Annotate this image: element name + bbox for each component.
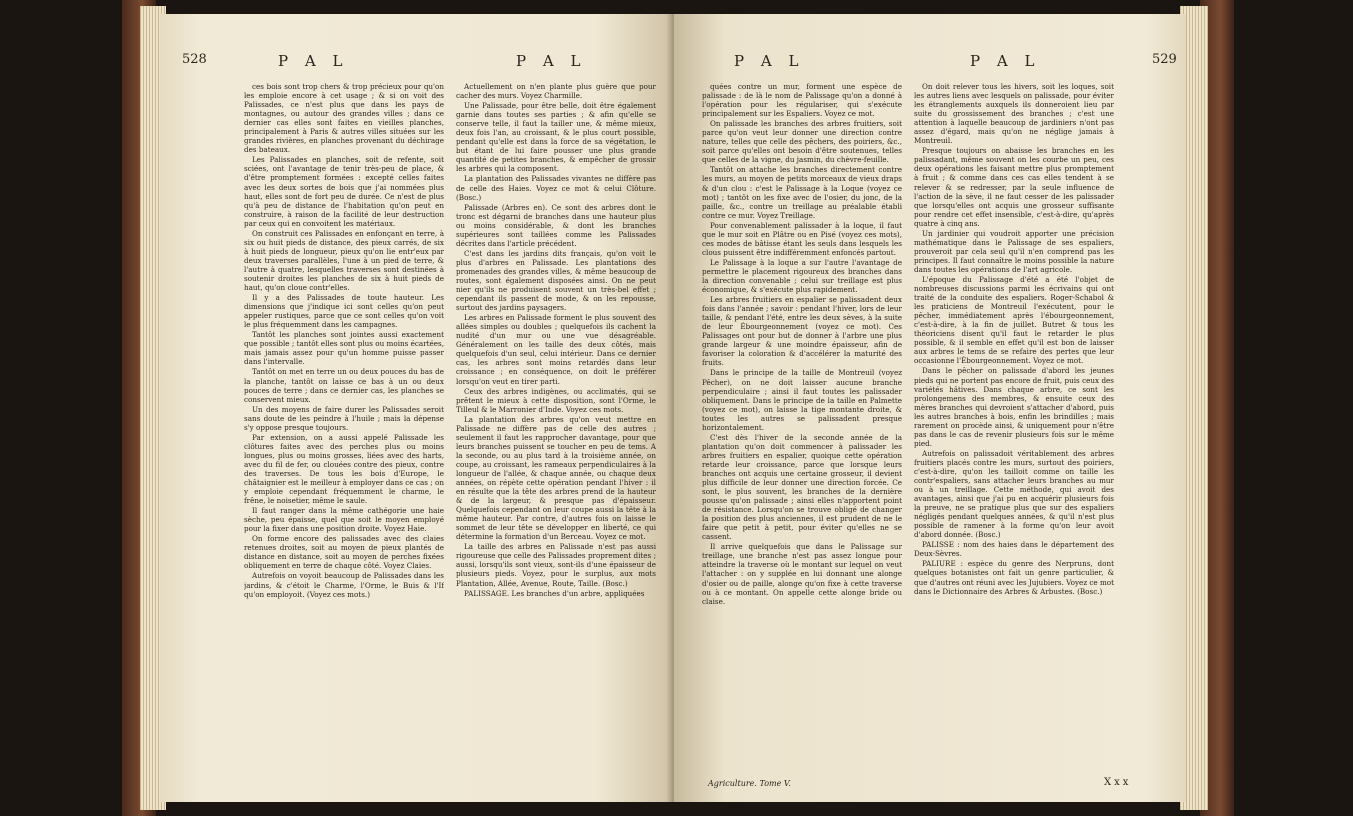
right-page [674, 14, 1186, 802]
paragraph: Dans le principe de la taille de Montreuil (voyez Pêcher), on ne doit laisser aucune branche perpendiculaire ; ainsi il faut toutes les palissader obliquement. Dans le principe de la taille en Palmette (voyez ce mot), on laisse la tige montante droite, & toutes les autres se palissadent presque horizontalement. [702, 368, 902, 432]
paragraph: Tantôt on attache les branches directement contre les murs, au moyen de petits morceaux de vieux draps & d'un clou : c'est le Palissage à la Loque (voyez ce mot) ; tantôt on les fixe avec de l'osier, du jonc, de la paille, &c., contre un treillage au préalable établi contre ce mur. Voyez Treillage. [702, 165, 902, 220]
paragraph: PALIURE : espèce du genre des Nerpruns, dont quelques botanistes ont fait un genre particulier, & que d'autres ont réuni avec les Jujubiers. Voyez ce mot dans le Dictionnaire des Arbres & Arbustes. (Bosc.) [914, 559, 1114, 596]
paragraph: Un jardinier qui voudroit apporter une précision mathématique dans le Palissage de ses espaliers, prouveroit par cela seul qu'il n'en comprend pas les principes. Il faut connaître le moins possible la nature dans toutes les opérations de l'art agricole. [914, 228, 1114, 274]
paragraph: Par extension, on a aussi appelé Palissade les clôtures faites avec des perches plus ou moins longues, plus ou moins grosses, liées avec des harts, avec du fil de fer, ou clouées contre des pieux, contre des traverses. De tous les bois d'Europe, le châtaignier est le meilleur à employer dans ce cas ; on y emploie cependant fréquemment le charme, le frêne, le noisetier, même le saule. [244, 432, 444, 506]
paragraph: On doit relever tous les hivers, soit les loques, soit les autres liens avec lesquels on palissade, pour éviter les étranglements auxquels ils donneroient lieu par suite du grossissement des branches ; c'est une attention à laquelle beaucoup de jardiniers n'ont pas assez d'égard, mais qu'on ne néglige jamais à Montreuil. [914, 82, 1114, 146]
paragraph: Un des moyens de faire durer les Palissades seroit sans doute de les peindre à l'huile ; mais la dépense s'y oppose presque toujours. [244, 404, 444, 432]
paragraph: Pour convenablement palissader à la loque, il faut que le mur soit en Plâtre ou en Pisé (voyez ces mots), ces modes de bâtisse étant les seuls dans lesquels les clous puissent être indifféremment enfoncés partout. [702, 220, 902, 257]
paragraph: ces bois sont trop chers & trop précieux pour qu'on les emploie encore à cet usage ; & si on voit des Palissades, ce n'est plus que dans les pays de montagnes, ou autour des grandes villes ; dans ce dernier cas elles sont faites en vieilles planches, principalement à Paris & autres villes situées sur les grandes rivières, en planches provenant du déchirage des bateaux. [244, 82, 444, 155]
paragraph: Il arrive quelquefois que dans le Palissage sur treillage, une branche n'est pas assez longue pour atteindre la traverse où le montant sur lequel on veut l'attacher : on y supplée en lui donnant une alonge d'osier ou de paille, alonge qu'on fixe à cette traverse ou à ce montant. On appelle cette alonge bride ou claise. [702, 542, 902, 606]
running-head: P A L [970, 52, 1041, 70]
text-column [914, 82, 1114, 597]
paragraph: Les arbres en Palissade forment le plus souvent des allées simples ou doubles ; quelquefois ils cachent la nudité d'un mur ou une vue désagréable. Généralement on les taille des deux côtés, mais quelquefois d'un seul, celui intérieur. Dans ce dernier cas, les arbres sont moins retardés dans leur croissance ; en conséquence, on doit le préférer lorsqu'on veut en tirer parti. [456, 313, 656, 386]
paragraph: Actuellement on n'en plante plus guère que pour cacher des murs. Voyez Charmille. [456, 82, 656, 101]
left-page-header [160, 52, 674, 74]
paragraph: Les arbres fruitiers en espalier se palissadent deux fois dans l'année ; savoir : pendant l'hiver, lors de leur taille, & pendant l'été, entre les deux sèves, à la suite de leur Ébourgeonnement (voyez ce mot). Ces Palissages ont pour but de donner à l'arbre une plus grande largeur & une moindre épaisseur, afin de favoriser la coloration & d'accélérer la maturité des fruits. [702, 295, 902, 368]
paragraph: Ceux des arbres indigènes, ou acclimatés, qui se prêtent le mieux à cette disposition, sont l'Orme, le Tilleul & le Marronier d'Inde. Voyez ces mots. [456, 386, 656, 414]
paragraph: Il faut ranger dans la même cathégorie une haie sèche, peu épaisse, quel que soit le moyen employé pour la fixer dans une position droite. Voyez Haie. [244, 506, 444, 534]
page-number: 528 [182, 52, 207, 67]
paragraph: On palissade les branches des arbres fruitiers, soit parce qu'on veut leur donner une direction contre nature, telles que celle des pêchers, des poiriers, &c., soit parce qu'elles ont besoin d'être soutenues, telles que celles de la vigne, du jasmin, du chèvre-feuille. [702, 119, 902, 165]
paragraph: Dans le pêcher on palissade d'abord les jeunes pieds qui ne portent pas encore de fruit, puis ceux des variétés hâtives. Dans chaque arbre, ce sont les prolongemens des membres, & ensuite ceux des mères branches qui devroient s'attacher d'abord, puis les autres branches à bois, enfin les brindilles ; mais rarement on procède ainsi, & uniquement pour n'être pas dans le cas de revenir plusieurs fois sur le même pied. [914, 366, 1114, 448]
right-page-header [674, 52, 1186, 74]
paragraph: L'époque du Palissage d'été a été l'objet de nombreuses discussions parmi les écrivains qui ont traité de la conduite des espaliers. Roger-Schabol & les praticiens de Montreuil l'exécutent, pour le pêcher, immédiatement après l'ébourgeonnement, c'est-à-dire, à la fin de juillet. Butret & tous les théoriciens disent qu'il faut le retarder le plus possible, & il semble en effet qu'il est bon de laisser aux arbres le tems de se refaire des pertes que leur occasionne l'Ébourgeonnement. Voyez ce mot. [914, 274, 1114, 366]
paragraph: quées contre un mur, forment une espèce de palissade : de là le nom de Palissage qu'on a donné à l'opération pour les régulariser, qui s'exécute principalement sur les Espaliers. Voyez ce mot. [702, 82, 902, 119]
paragraph: On forme encore des palissades avec des claies retenues droites, soit au moyen de pieux plantés de distance en distance, soit au moyen de perches fixées obliquement en terre de chaque côté. Voyez Claies. [244, 534, 444, 571]
paragraph: La plantation des arbres qu'on veut mettre en Palissade ne diffère pas de celle des autres ; seulement il faut les rapprocher davantage, pour que leurs branches puissent se toucher en peu de tems. A la seconde, ou au plus tard à la troisième année, on coupe, au croissant, les rameaux perpendiculaires à la longueur de l'allée, & chaque année, ou chaque deux années, on répète cette opération pendant l'hiver : il en résulte que la tête des arbres prend de la hauteur & de la largeur, & presque pas d'épaisseur. Quelquefois cependant on leur coupe aussi la tête à la même hauteur. Par contre, d'autres fois on laisse le sommet de leur tête se développer en liberté, ce qui détermine la formation d'un Berceau. Voyez ce mot. [456, 414, 656, 542]
page-footer: Agriculture. Tome V. [708, 779, 791, 788]
paragraph: Autrefois on palissadoit véritablement des arbres fruitiers placés contre les murs, surtout des poiriers, c'est-à-dire, qu'on les tailloit comme on taille les contr'espaliers, sans attacher leurs branches au mur ou à un treillage. Cette méthode, qui avoit des avantages, ainsi que j'ai pu en acquérir plusieurs fois la preuve, ne se pratique plus que sur des espaliers négligés pendant quelques années, & qu'il n'est plus possible de ramener à la forme qu'on leur avoit d'abord donnée. (Bosc.) [914, 448, 1114, 540]
text-column [456, 82, 656, 599]
paragraph: PALISSE : nom des haies dans le département des Deux-Sèvres. [914, 540, 1114, 559]
text-column [702, 82, 902, 607]
paragraph: Tantôt on met en terre un ou deux pouces du bas de la planche, tantôt on laisse ce bas à un ou deux pouces de terre ; dans ce dernier cas, les planches se conservent mieux. [244, 367, 444, 404]
paragraph: On construit ces Palissades en enfonçant en terre, à six ou huit pieds de distance, des pieux carrés, de six à huit pieds de longueur, pieux qu'on lie entr'eux par deux traverses parallèles, l'une à un pied de terre, & l'autre à quatre, lesquelles traverses sont destinées à soutenir droites les planches de six à huit pieds de haut, qu'on cloue contr'elles. [244, 228, 444, 293]
paragraph: Autrefois on voyoit beaucoup de Palissades dans les jardins, & c'étoit le Charme, l'Orme, le Buis & l'If qu'on employoit. (Voyez ces mots.) [244, 571, 444, 599]
paragraph: La plantation des Palissades vivantes ne diffère pas de celle des Haies. Voyez ce mot & celui Clôture. (Bosc.) [456, 174, 656, 202]
text-column [244, 82, 444, 600]
running-head: P A L [278, 52, 349, 70]
paragraph: Il y a des Palissades de toute hauteur. Les dimensions que j'indique ici sont celles qu'on peut appeler rustiques, parce que ce sont celles qu'on voit le plus fréquemment dans les campagnes. [244, 293, 444, 330]
signature-mark: Xxx [1104, 777, 1132, 788]
running-head: P A L [516, 52, 587, 70]
paragraph: La taille des arbres en Palissade n'est pas aussi rigoureuse que celle des Palissades proprement dites ; aussi, lorsqu'ils sont vieux, sont-ils d'une épaisseur de plusieurs pieds. Voyez, pour le surplus, aux mots Plantation, Allée, Avenue, Route, Taille. (Bosc.) [456, 542, 656, 588]
paragraph: Tantôt les planches sont jointes aussi exactement que possible ; tantôt elles sont plus ou moins écartées, mais jamais assez pour qu'un homme puisse passer dans l'intervalle. [244, 330, 444, 367]
paragraph: C'est dès l'hiver de la seconde année de la plantation qu'on doit commencer à palissader les arbres fruitiers en espalier, quoique cette opération retarde leur croissance, parce que lorsque leurs branches ont acquis une certaine grosseur, il devient plus difficile de leur donner une direction forcée. Ce sont, le plus souvent, les branches de la dernière pousse qu'on palissade ; ainsi elles n'apportent point de résistance. Lorsqu'on se trouve obligé de changer la position des plus anciennes, il est prudent de ne le faire que petit à petit, pour éviter qu'elles ne se cassent. [702, 432, 902, 542]
paragraph: Presque toujours on abaisse les branches en les palissadant, même souvent on les courbe un peu, ces deux opérations les faisant mettre plus promptement à fruit ; & comme dans ces cas elles tendent à se relever & se redresser, par la seule influence de l'action de la sève, il ne faut cesser de les palissader que lorsqu'elles ont acquis une grosseur suffisante pour rendre cet effet insensible, c'est-à-dire, qu'après quatre à cinq ans. [914, 146, 1114, 228]
paragraph: Le Palissage à la loque a sur l'autre l'avantage de permettre le placement rigoureux des branches dans la direction convenable ; celui sur treillage est plus économique, & s'exécute plus rapidement. [702, 257, 902, 295]
page-number: 529 [1152, 52, 1177, 67]
paragraph: PALISSAGE. Les branches d'un arbre, appliquées [464, 588, 645, 598]
left-page [160, 14, 674, 802]
paragraph: C'est dans les jardins dits français, qu'on voit le plus d'arbres en Palissade. Les plantations des promenades des grandes villes, & même beaucoup de routes, sont également disposées ainsi. On ne peut nier qu'ils ne produisent souvent un très-bel effet ; cependant ils passent de mode, & on les repousse, surtout des jardins paysagers. [456, 248, 656, 313]
running-head: P A L [734, 52, 805, 70]
paragraph: Les Palissades en planches, soit de refente, soit sciées, ont l'avantage de tenir très-peu de place, & d'être promptement formées : excepté celles faites avec les deux sortes de bois que j'ai nommées plus haut, elles sont de fort peu de durée. Ce n'est de plus qu'à peu de distance de l'habitation qu'on peut en construire, à raison de la facilité de leur destruction par ceux qui en convoitent les matériaux. [244, 155, 444, 228]
paragraph: Une Palissade, pour être belle, doit être également garnie dans toutes ses parties ; & afin qu'elle se conserve telle, il faut la tailler une, & même mieux, deux fois l'an, au croissant, & le plus court possible, pendant qu'elle est dans la force de sa végétation, le but étant de lui faire pousser une plus grande quantité de petites branches, & empêcher de grossir les arbres qui la composent. [456, 101, 656, 174]
paragraph: Palissade (Arbres en). Ce sont des arbres dont le tronc est dégarni de branches dans une hauteur plus ou moins considérable, & dont les branches supérieures sont taillées comme les Palissades décrites dans l'article précédent. [456, 202, 656, 248]
